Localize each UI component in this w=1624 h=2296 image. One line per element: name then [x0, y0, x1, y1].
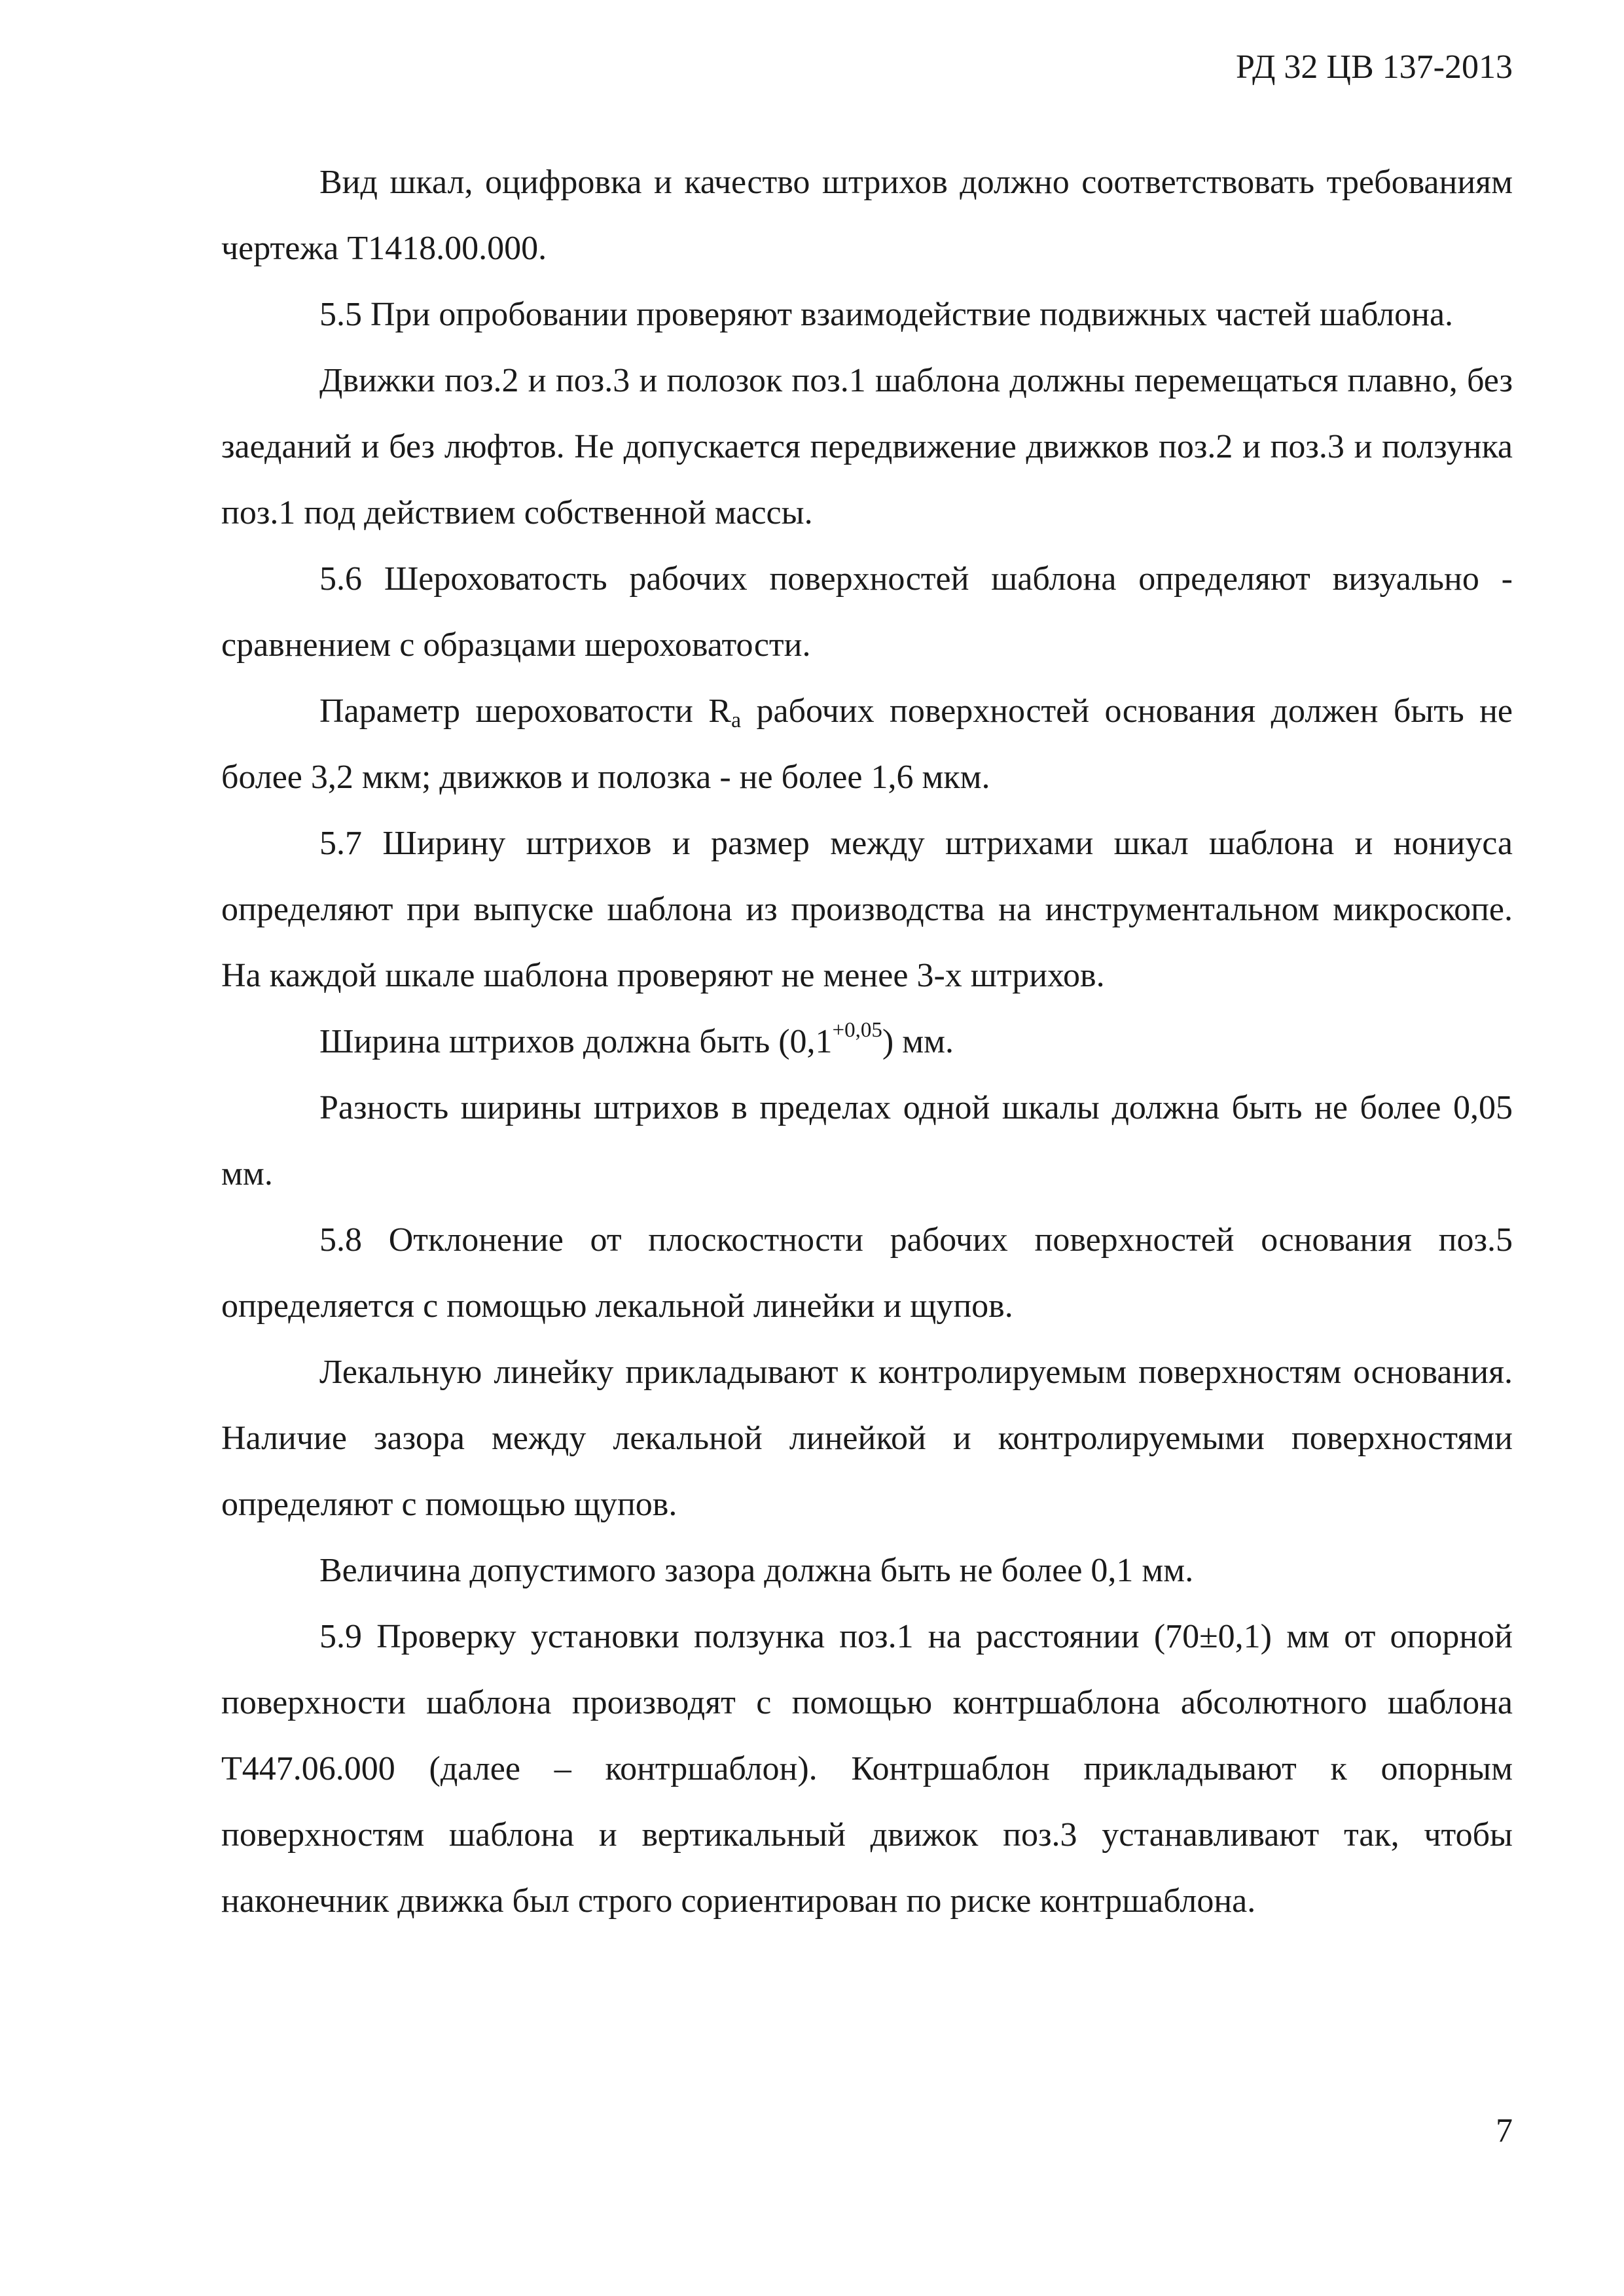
- page-number: 7: [1496, 2112, 1513, 2149]
- paragraph-straightedge: Лекальную линейку прикладывают к контролируемым поверхностям основания. Наличие зазора между лекальной линейкой и контролируемыми поверхностями определяют с помощью щупов.: [221, 1354, 1513, 1523]
- paragraph-scales-requirements: Вид шкал, оцифровка и качество штрихов должно соответствовать требованиям чертежа Т1418.00.000.: [221, 164, 1513, 267]
- stroke-width-text-before: Ширина штрихов должна быть (0,1: [319, 1023, 833, 1060]
- paragraph-5-6-roughness: 5.6 Шероховатость рабочих поверхностей шаблона определяют визуально - сравнением с образцами шероховатости.: [221, 560, 1513, 664]
- paragraph-sliders-movement: Движки поз.2 и поз.3 и полозок поз.1 шаблона должны перемещаться плавно, без заеданий и без люфтов. Не допускается передвижение движков поз.2 и поз.3 и ползунка поз.1 под действием собственной массы.: [221, 362, 1513, 531]
- paragraph-stroke-width-difference: Разность ширины штрихов в пределах одной шкалы должна быть не более 0,05 мм.: [221, 1089, 1513, 1193]
- paragraph-stroke-width-tolerance: [221, 1009, 1513, 1075]
- paragraph-5-5-testing: 5.5 При опробовании проверяют взаимодействие подвижных частей шаблона.: [319, 296, 1454, 333]
- paragraph-gap-limit: Величина допустимого зазора должна быть не более 0,1 мм.: [319, 1552, 1194, 1589]
- roughness-text-before: Параметр шероховатости R: [319, 692, 731, 730]
- paragraph-5-8-flatness: 5.8 Отклонение от плоскостности рабочих поверхностей основания поз.5 определяется с помощью лекальной линейки и щупов.: [221, 1221, 1513, 1325]
- document-code: РД 32 ЦВ 137-2013: [1235, 48, 1513, 86]
- document-body: [221, 149, 1513, 1934]
- stroke-width-tolerance-superscript: +0,05: [832, 1018, 882, 1042]
- roughness-subscript: a: [731, 708, 742, 732]
- paragraph-roughness-parameter: [221, 678, 1513, 810]
- paragraph-5-9-slider-check: 5.9 Проверку установки ползунка поз.1 на расстоянии (70±0,1) мм от опорной поверхности шаблона производят с помощью контршаблона абсолютного шаблона Т447.06.000 (далее – контршаблон). Контршаблон прикладывают к опорным поверхностям шаблона и вертикальный движок поз.3 устанавливают так, чтобы наконечник движка был строго сориентирован по риске контршаблона.: [221, 1618, 1513, 1920]
- stroke-width-text-after: ) мм.: [882, 1023, 954, 1060]
- roughness-text-after: рабочих поверхностей основания должен быть не более 3,2 мкм; движков и полозка - не более 1,6 мкм.: [221, 692, 1513, 796]
- paragraph-5-7-stroke-width: 5.7 Ширину штрихов и размер между штрихами шкал шаблона и нониуса определяют при выпуске шаблона из производства на инструментальном микроскопе. На каждой шкале шаблона проверяют не менее 3-х штрихов.: [221, 825, 1513, 994]
